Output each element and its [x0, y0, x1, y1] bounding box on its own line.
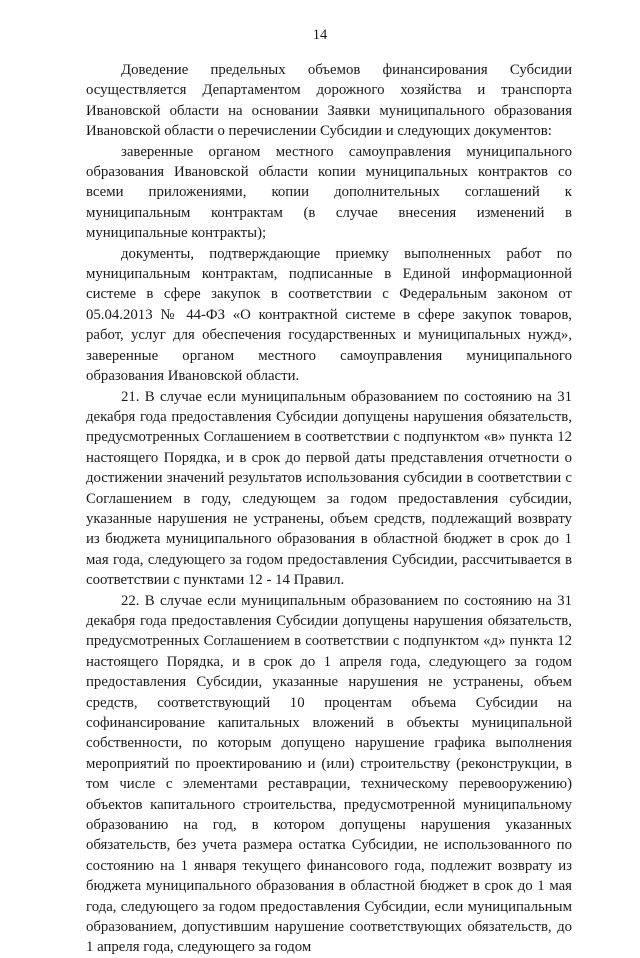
paragraph-acceptance-documents: документы, подтверждающие приемку выполненных работ по муниципальным контрактам, подписанные в Единой информационной системе в сфере закупок в соответствии с Федеральным законом от 05.04.2013 № 44-ФЗ «О контрактной системе в сфере закупок товаров, работ, услуг для обеспечения государственных и муниципальных нужд», заверенные органом местного самоуправления муниципального образования Ивановской области.	[86, 245, 572, 385]
paragraph-clause-22: 22. В случае если муниципальным образованием по состоянию на 31 декабря года предоставления Субсидии допущены нарушения обязательств, предусмотренных Соглашением в соответствии с подпунктом «д» пункта 12 настоящего Порядка, и в срок до 1 апреля года, следующего за годом предоставления Субсидии, указанные нарушения не устранены, объем средств, соответствующий 10 процентам объема Субсидии на софинансирование капитальных вложений в объекты муниципальной собственности, по которым допущено нарушение графика выполнения мероприятий по проектированию и (или) строительству (реконструкции, в том числе с элементами реставрации, техническому перевооружению) объектов капитального строительства, предусмотренной муниципальному образованию на год, в котором допущены нарушения указанных обязательств, без учета размера остатка Субсидии, не использованного по состоянию на 1 января текущего финансового года, подлежит возврату из бюджета муниципального образования в областной бюджет в срок до 1 мая года, следующего за годом предоставления Субсидии, если муниципальным образованием, допустившим нарушение соответствующих обязательств, до 1 апреля года, следующего за годом	[86, 592, 572, 956]
document-body	[86, 60, 572, 958]
page-number: 14	[312, 27, 328, 43]
paragraph-clause-21: 21. В случае если муниципальным образованием по состоянию на 31 декабря года предоставления Субсидии допущены нарушения обязательств, предусмотренных Соглашением в соответствии с подпунктом «в» пункта 12 настоящего Порядка, и в срок до первой даты представления отчетности о достижении значений результатов использования субсидии в соответствии с Соглашением в году, следующем за годом предоставления субсидии, указанные нарушения не устранены, объем средств, подлежащий возврату из бюджета муниципального образования в областной бюджет в срок до 1 мая года, следующего за годом предоставления Субсидии, рассчитывается в соответствии с пунктами 12 - 14 Правил.	[86, 388, 572, 589]
paragraph-contract-copies: заверенные органом местного самоуправления муниципального образования Ивановской области копии муниципальных контрактов со всеми приложениями, копии дополнительных соглашений к муниципальным контрактам (в случае внесения изменений в муниципальные контракты);	[86, 143, 572, 242]
paragraph-funding-limits: Доведение предельных объемов финансирования Субсидии осуществляется Департаментом дорожного хозяйства и транспорта Ивановской области на основании Заявки муниципального образования Ивановской области о перечислении Субсидии и следующих документов:	[86, 62, 572, 140]
